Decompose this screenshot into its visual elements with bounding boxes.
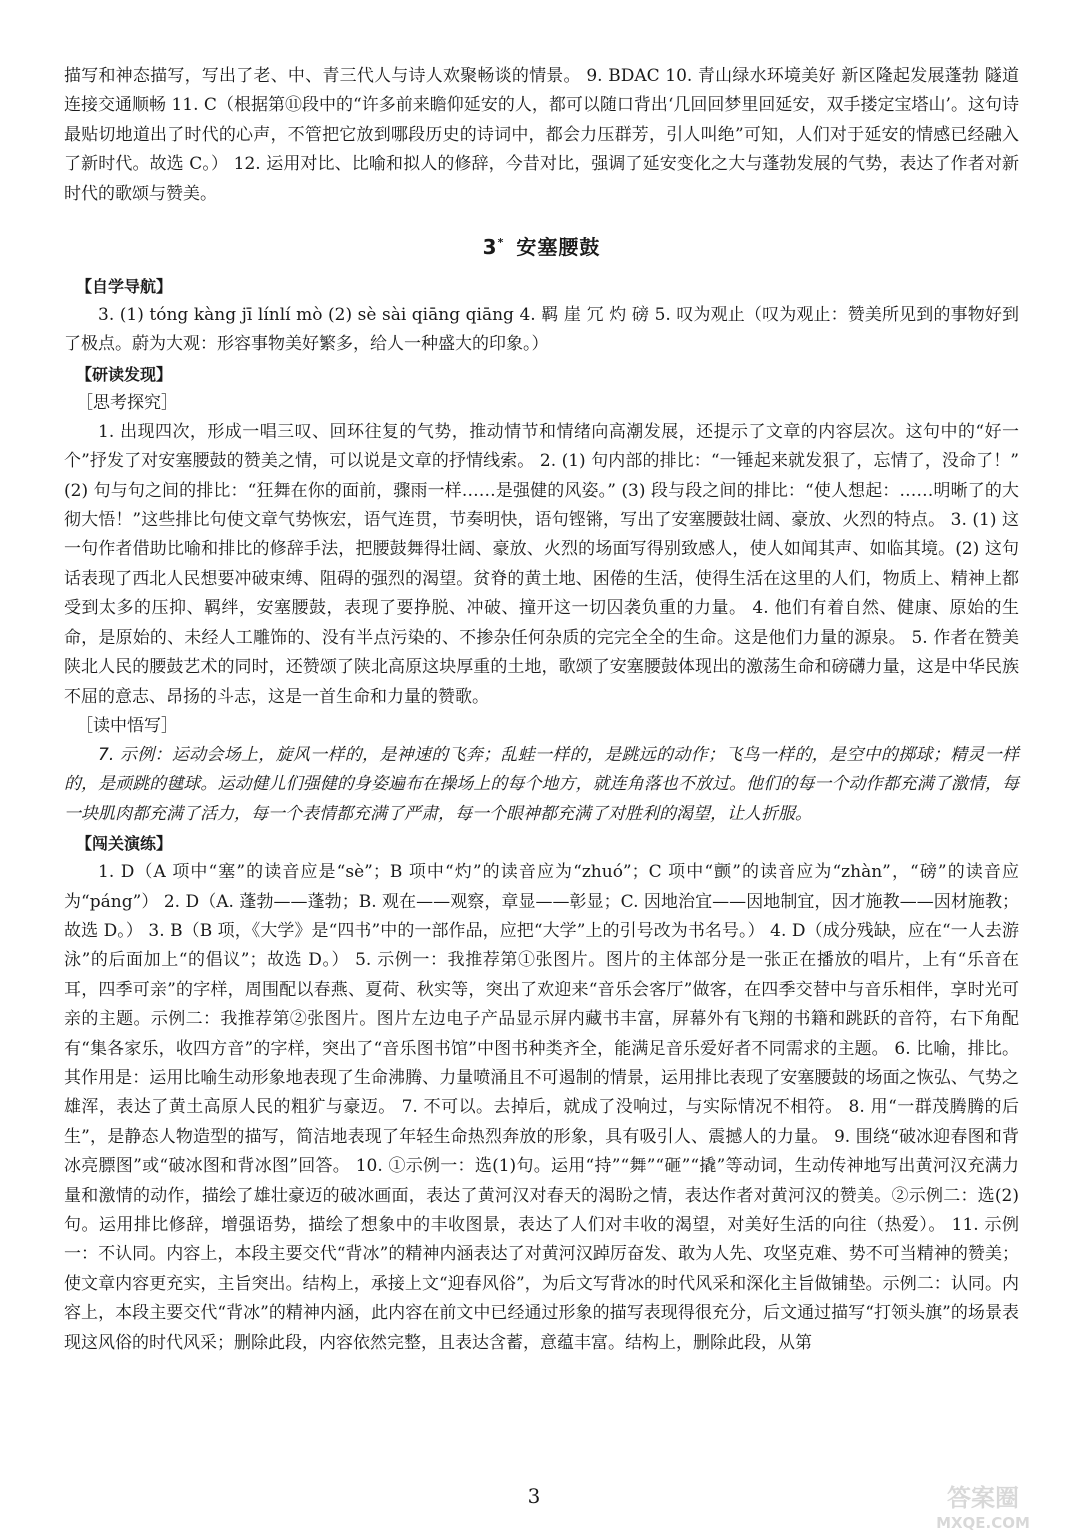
read-write-answer: 7. 示例：运动会场上，旋风一样的，是神速的飞奔；乱蛙一样的，是跳远的动作；飞鸟一样的，是空中的掷球；精灵一样的，是顽跳的毽球。运动健儿们强健的身姿遍布在操场上的每个地方，就连角落也不放过。他们的每一个动作都充满了激情，每一块肌肉都充满了活力，每一个表情都充满了严肃，每一个眼神都充满了对胜利的渴望，让人折服。 bbox=[64, 744, 1019, 824]
practice-answers: 1. D（A 项中“塞”的读音应是“sè”；B 项中“灼”的读音应为“zhuó”；C 项中“颤”的读音应为“zhàn”，“磅”的读音应为“páng”） 2. D（A. 蓬勃——蓬勃；B. 观在——观察，章显——彰显；C. 因地治宜——因地制宜，因才施教——因材施教；故选 D。） 3. B（B 项，《大学》是“四书”中的一部作品，应把“大学”上的引号改为书名号。） 4. D（成分残缺，应在“一人去游泳”的后面加上“的倡议”；故选 D。） 5. 示例一：我推荐第①张图片。图片的主体部分是一张正在播放的唱片，上有“乐音在耳，四季可亲”的字样，周围配以春燕、夏荷、秋实等，突出了欢迎来“音乐会客厅”做客，在四季交替中与音乐相伴，享时光可亲的主题。示例二：我推荐第②张图片。图片左边电子产品显示屏内藏书丰富，屏幕外有飞翔的书籍和跳跃的音符，右下角配有“集各家乐，收四方音”的字样，突出了“音乐图书馆”中图书种类齐全，能满足音乐爱好者不同需求的主题。 6. 比喻，排比。其作用是：运用比喻生动形象地表现了生命沸腾、力量喷涌且不可遏制的情景，运用排比表现了安塞腰鼓的场面之恢弘、气势之雄浑，表达了黄土高原人民的粗犷与豪迈。 7. 不可以。去掉后，就成了没响过，与实际情况不相符。 8. 用“一群茂腾腾的后生”，是静态人物造型的描写，简洁地表现了年轻生命热烈奔放的形象，具有吸引人、震撼人的力量。 9. 围绕“破冰迎春图和背冰亮膘图”或“破冰图和背冰图”回答。 10. ①示例一：选(1)句。运用“持”“舞”“砸”“撬”等动词，生动传神地写出黄河汉充满力量和激情的动作，描绘了雄壮豪迈的破冰画面，表达了黄河汉对春天的渴盼之情，表达作者对黄河汉的赞美。②示例二：选(2)句。运用排比修辞，增强语势，描绘了想象中的丰收图景，表达了人们对丰收的渴望，对美好生活的向往（热爱）。 11. 示例一：不认同。内容上，本段主要交代“背冰”的精神内涵表达了对黄河汉踔厉奋发、敢为人先、攻坚克难、势不可当精神的赞美；使文章内容更充实，主旨突出。结构上，承接上文“迎春风俗”，为后文写背冰的时代风采和深化主旨做铺垫。示例二：认同。内容上，本段主要交代“背冰”的精神内涵，此内容在前文中已经通过形象的描写表现得很充分，后文通过描写“打领头旗”的场景表现这风俗的时代风采；删除此段，内容依然完整，且表达含蓄，意蕴丰富。结构上，删除此段，从第 bbox=[64, 862, 1019, 1353]
section-heading-research: 【研读发现】 bbox=[76, 364, 173, 384]
section-heading-self-study: 【自学导航】 bbox=[76, 277, 173, 297]
page-number: 3 bbox=[527, 1484, 541, 1508]
subheading-read-write: ［读中悟写］ bbox=[76, 715, 178, 736]
continued-answers-paragraph: 描写和神态描写，写出了老、中、青三代人与诗人欢聚畅谈的情景。 9. BDAC 10. 青山绿水环境美好 新区隆起发展蓬勃 隧道连接交通顺畅 11. C（根据第⑪段中的“许多前来瞻仰延安的人，都可以随口背出‘几回回梦里回延安，双手搂定宝塔山’。这句诗最贴切地道出了时代的心声，不管把它放到哪段历史的诗词中，都会力压群芳，引人叫绝”可知，人们对于延安的情感已经融入了新时代。故选 C。） 12. 运用对比、比喻和拟人的修辞，今昔对比，强调了延安变化之大与蓬勃发展的气势，表达了作者对新时代的歌颂与赞美。 bbox=[64, 66, 1019, 204]
watermark-text-en: MXQE.COM bbox=[936, 1514, 1030, 1532]
self-study-answers: 3. (1) tóng kàng jī línlí mò (2) sè sài qiāng qiāng 4. 羁 崖 冗 灼 磅 5. 叹为观止（叹为观止：赞美所见到的事物好到了极点。蔚为大观：形容事物美好繁多，给人一种盛大的印象。） bbox=[64, 305, 1019, 355]
lesson-title-text: 安塞腰鼓 bbox=[516, 235, 601, 260]
lesson-title bbox=[64, 231, 1019, 260]
lesson-mark: * bbox=[497, 236, 505, 250]
section-heading-practice: 【闯关演练】 bbox=[76, 834, 173, 854]
answer-page bbox=[64, 62, 1019, 1358]
watermark-logo bbox=[908, 1480, 1058, 1532]
subheading-think: ［思考探究］ bbox=[76, 392, 178, 413]
think-answers: 1. 出现四次，形成一唱三叹、回环往复的气势，推动情节和情绪向高潮发展，还提示了文章的内容层次。这句中的“好一个”抒发了对安塞腰鼓的赞美之情，可以说是文章的抒情线索。 2. (1) 句内部的排比：“一锤起来就发狠了，忘情了，没命了！” (2) 句与句之间的排比：“狂舞在你的面前，骤雨一样……是强健的风姿。” (3) 段与段之间的排比：“使人想起：……明晰了的大彻大悟！”这些排比句使文章气势恢宏，语气连贯，节奏明快，语句铿锵，写出了安塞腰鼓壮阔、豪放、火烈的特点。 3. (1) 这一句作者借助比喻和排比的修辞手法，把腰鼓舞得壮阔、豪放、火烈的场面写得别致感人，使人如闻其声、如临其境。(2) 这句话表现了西北人民想要冲破束缚、阻碍的强烈的渴望。贫脊的黄土地、困倦的生活，使得生活在这里的人们，物质上、精神上都受到太多的压抑、羁绊，安塞腰鼓，表现了要挣脱、冲破、撞开这一切囚袭负重的力量。 4. 他们有着自然、健康、原始的生命，是原始的、未经人工雕饰的、没有半点污染的、不掺杂任何杂质的完完全全的生命。这是他们力量的源泉。 5. 作者在赞美陕北人民的腰鼓艺术的同时，还赞颂了陕北高原这块厚重的土地，歌颂了安塞腰鼓体现出的激荡生命和磅礴力量，这是中华民族不屈的意志、昂扬的斗志，这是一首生命和力量的赞歌。 bbox=[64, 421, 1019, 707]
lesson-number: 3 bbox=[482, 235, 498, 260]
watermark-text-cn: 答案圈 bbox=[947, 1484, 1019, 1512]
